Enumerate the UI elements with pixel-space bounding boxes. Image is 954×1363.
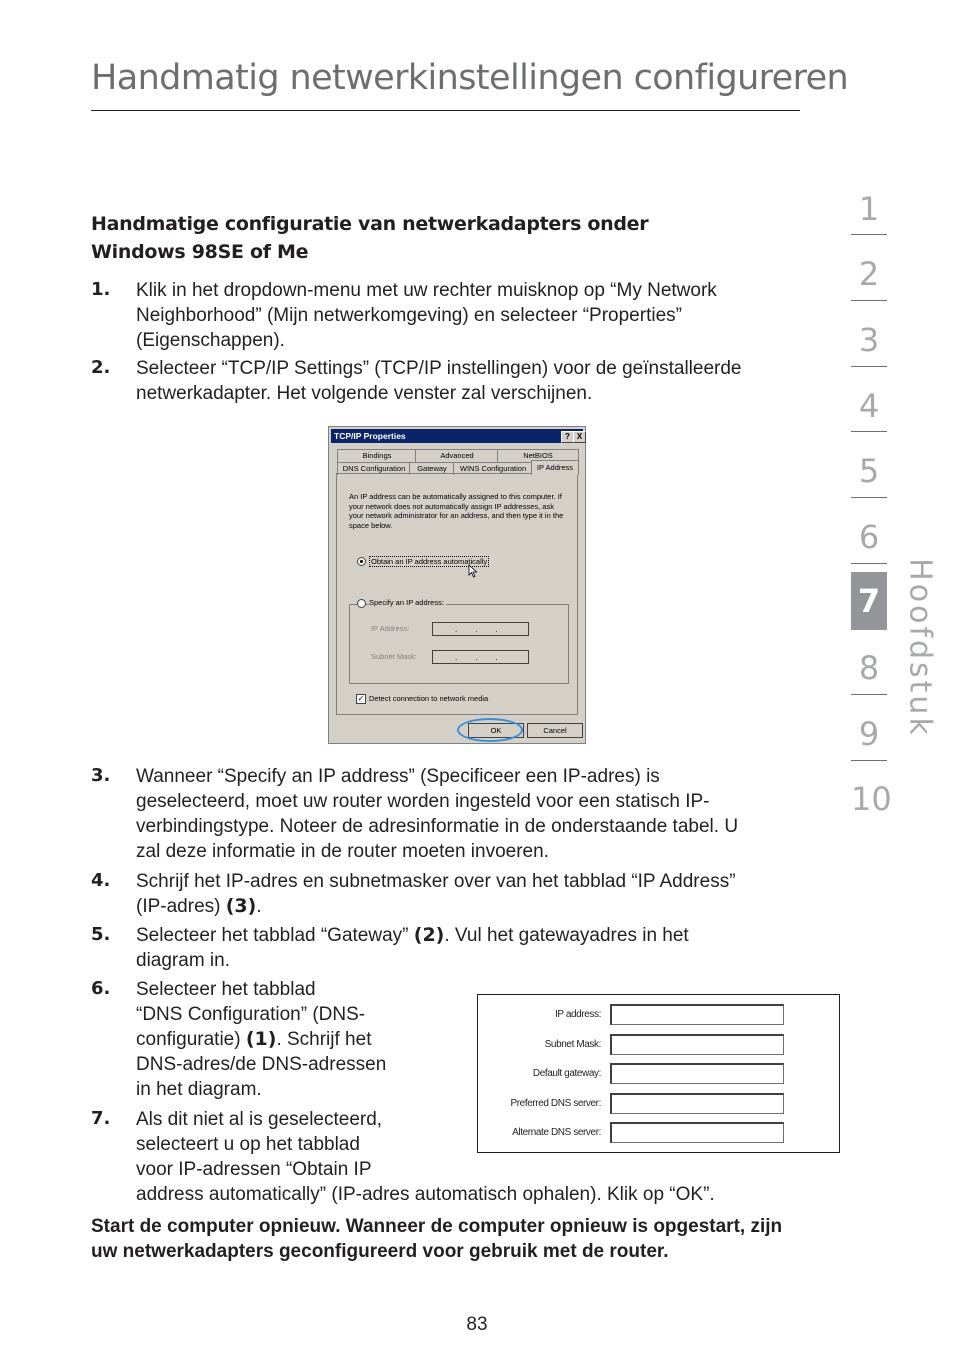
chapter-10: 10 xyxy=(851,780,892,818)
step-5-text xyxy=(136,923,689,973)
diagram-label-preferred-dns: Preferred DNS server: xyxy=(510,1098,601,1109)
title-rule xyxy=(91,110,800,111)
diagram-field-ip-address xyxy=(610,1004,784,1025)
step-7-line: address automatically” (IP-adres automatisch ophalen). Klik op “OK”. xyxy=(136,1184,715,1205)
diagram-label-subnet-mask: Subnet Mask: xyxy=(544,1039,601,1050)
callout-ref: (3) xyxy=(225,895,257,917)
step-5-number: 5. xyxy=(91,924,111,945)
closing-line: uw netwerkadapters geconfigureerd voor gebruik met de router. xyxy=(91,1241,669,1262)
chapter-divider xyxy=(851,300,887,301)
chapter-6: 6 xyxy=(858,518,880,556)
help-icon[interactable]: ? xyxy=(561,431,574,443)
diagram-field-subnet-mask xyxy=(610,1034,784,1055)
chapter-4: 4 xyxy=(858,387,880,425)
step-6-text xyxy=(136,977,386,1102)
step-7-line: Als dit niet al is geselecteerd, xyxy=(136,1109,383,1130)
step-1-line: Klik in het dropdown-menu met uw rechter muisknop op “My Network xyxy=(136,280,717,301)
specify-ip-label[interactable]: Specify an IP address: xyxy=(369,598,444,607)
step-6-line: in het diagram. xyxy=(136,1079,262,1100)
callout-ref: (2) xyxy=(413,924,445,946)
step-2-line: netwerkadapter. Het volgende venster zal verschijnen. xyxy=(136,383,593,404)
ip-address-label: IP Address: xyxy=(371,624,410,633)
detect-media-label[interactable]: Detect connection to network media xyxy=(369,694,489,703)
step-6-line xyxy=(136,1027,386,1052)
step-3-line: verbindingstype. Noteer de adresinformatie in de onderstaande tabel. U xyxy=(136,816,739,837)
diagram-label-ip-address: IP address: xyxy=(554,1009,601,1020)
chapter-divider xyxy=(851,497,887,498)
diagram-field-preferred-dns xyxy=(610,1093,784,1114)
chapter-1: 1 xyxy=(858,190,880,228)
section-heading-line-2: Windows 98SE of Me xyxy=(91,241,309,263)
dialog-title-bar xyxy=(331,429,583,443)
step-1-text xyxy=(136,278,717,353)
step-6-line: DNS-adres/de DNS-adressen xyxy=(136,1054,387,1075)
step-6-text-part: . Schrijf het xyxy=(276,1029,372,1050)
detect-media-checkbox[interactable]: ✓ xyxy=(357,694,365,703)
tab-bindings[interactable]: Bindings xyxy=(337,449,417,462)
callout-ref: (1) xyxy=(245,1028,277,1050)
chapter-divider xyxy=(851,694,887,695)
step-4-text xyxy=(136,869,736,919)
address-diagram xyxy=(477,994,840,1153)
chapter-3: 3 xyxy=(858,321,880,359)
step-3-text xyxy=(136,764,738,864)
ip-address-input[interactable]: ... xyxy=(432,622,529,636)
step-7-number: 7. xyxy=(91,1108,111,1129)
chapter-2: 2 xyxy=(858,255,880,293)
step-2-number: 2. xyxy=(91,357,111,378)
step-4-text-part: . xyxy=(256,896,262,917)
chapter-side-label: Hoofdstuk xyxy=(902,558,938,738)
tab-dns-configuration[interactable]: DNS Configuration xyxy=(337,462,411,475)
cancel-button[interactable]: Cancel xyxy=(527,723,583,738)
section-heading xyxy=(91,210,711,266)
step-3-line: zal deze informatie in de router moeten invoeren. xyxy=(136,841,549,862)
ok-highlight-oval xyxy=(457,718,523,742)
chapter-divider xyxy=(851,366,887,367)
step-2-text xyxy=(136,356,741,406)
step-5-line xyxy=(136,923,689,948)
page-title: Handmatig netwerkinstellingen configureren xyxy=(91,58,849,98)
obtain-auto-radio[interactable] xyxy=(357,557,366,566)
step-6-line: “DNS Configuration” (DNS- xyxy=(136,1004,366,1025)
specify-ip-groupbox xyxy=(349,604,569,684)
section-heading-line-1: Handmatige configuratie van netwerkadapters onder xyxy=(91,213,649,235)
subnet-mask-label: Subnet Mask: xyxy=(371,652,417,661)
step-6-number: 6. xyxy=(91,978,111,999)
subnet-mask-input[interactable]: ... xyxy=(432,650,529,664)
chapter-5: 5 xyxy=(858,452,880,490)
ok-button[interactable]: OK xyxy=(468,723,524,738)
dialog-description: An IP address can be automatically assigned to this computer. If your network does not automatically assign IP addresses, ask your network administrator for an address, and then type it in the space below. xyxy=(349,492,564,530)
step-1-line: (Eigenschappen). xyxy=(136,330,285,351)
chapter-9: 9 xyxy=(858,715,880,753)
step-4-line xyxy=(136,894,736,919)
step-7-line: selecteert u op het tabblad xyxy=(136,1134,360,1155)
closing-line: Start de computer opnieuw. Wanneer de computer opnieuw is opgestart, zijn xyxy=(91,1216,783,1237)
chapter-divider xyxy=(851,760,887,761)
step-6-line: Selecteer het tabblad xyxy=(136,979,316,1000)
diagram-field-alternate-dns xyxy=(610,1122,784,1143)
page-number: 83 xyxy=(466,1314,488,1335)
tab-advanced[interactable]: Advanced xyxy=(415,449,499,462)
diagram-field-default-gateway xyxy=(610,1063,784,1084)
specify-ip-radio[interactable] xyxy=(357,599,366,608)
dialog-title: TCP/IP Properties xyxy=(334,431,406,441)
step-5-text-part: . Vul het gatewayadres in het xyxy=(444,925,689,946)
step-4-number: 4. xyxy=(91,870,111,891)
chapter-divider xyxy=(851,431,887,432)
ip-address-panel xyxy=(336,473,578,715)
step-3-line: geselecteerd, moet uw router worden ingesteld voor een statisch IP- xyxy=(136,791,710,812)
step-5-line: diagram in. xyxy=(136,950,230,971)
step-3-line: Wanneer “Specify an IP address” (Specificeer een IP-adres) is xyxy=(136,766,660,787)
closing-note xyxy=(91,1214,851,1264)
tab-netbios[interactable]: NetBIOS xyxy=(497,449,579,462)
tcpip-properties-dialog xyxy=(328,426,586,744)
step-3-number: 3. xyxy=(91,765,111,786)
step-2-line: Selecteer “TCP/IP Settings” (TCP/IP instellingen) voor de geïnstalleerde xyxy=(136,358,742,379)
step-1-number: 1. xyxy=(91,279,111,300)
step-6-text-part: configuratie) xyxy=(136,1029,246,1050)
tab-ip-address[interactable]: IP Address xyxy=(531,460,579,475)
chapter-divider xyxy=(851,234,887,235)
step-1-line: Neighborhood” (Mijn netwerkomgeving) en selecteer “Properties” xyxy=(136,305,682,326)
step-4-text-part: (IP-adres) xyxy=(136,896,226,917)
diagram-label-alternate-dns: Alternate DNS server: xyxy=(512,1127,601,1138)
obtain-auto-label[interactable]: Obtain an IP address automatically xyxy=(371,557,488,566)
tab-gateway[interactable]: Gateway xyxy=(409,462,455,475)
step-7-line: voor IP-adressen “Obtain IP xyxy=(136,1159,372,1180)
diagram-label-default-gateway: Default gateway: xyxy=(532,1068,601,1079)
chapter-8: 8 xyxy=(858,649,880,687)
step-5-text-part: Selecteer het tabblad “Gateway” xyxy=(136,925,414,946)
close-icon[interactable]: X xyxy=(573,431,586,443)
step-4-line: Schrijf het IP-adres en subnetmasker over van het tabblad “IP Address” xyxy=(136,871,736,892)
tab-wins-configuration[interactable]: WINS Configuration xyxy=(453,462,533,475)
chapter-7-active: 7 xyxy=(851,572,887,630)
chapter-divider xyxy=(851,563,887,564)
